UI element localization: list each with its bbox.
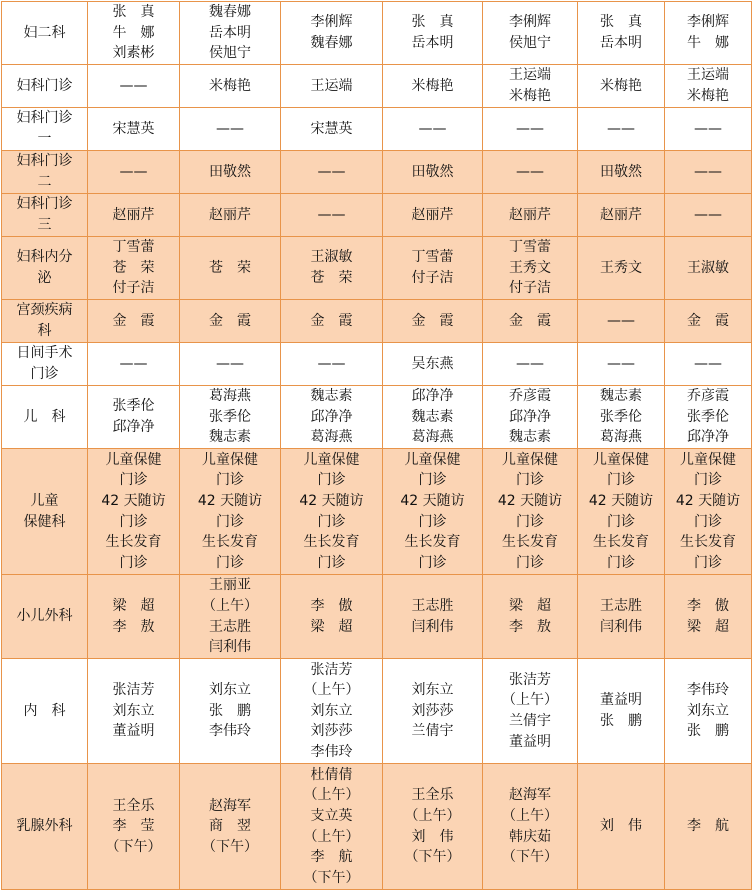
duty-cell	[665, 151, 752, 194]
duty-names: 宋慧英	[112, 120, 155, 137]
duty-cell	[281, 764, 383, 890]
duty-cell	[88, 659, 180, 764]
duty-cell	[665, 194, 752, 237]
department-cell	[2, 575, 88, 659]
department-label: 儿童 保健科	[23, 492, 66, 530]
duty-names: 刘东立 刘莎莎 兰倩宇	[411, 682, 454, 740]
duty-names: 王运端	[310, 77, 353, 94]
duty-cell	[88, 108, 180, 151]
duty-cell	[281, 300, 383, 343]
duty-cell	[665, 343, 752, 386]
duty-cell	[281, 2, 383, 65]
duty-names: 金 霞	[112, 312, 155, 329]
duty-names: 魏志素 邱净净 葛海燕	[310, 388, 353, 446]
table-row	[2, 237, 752, 300]
duty-cell	[578, 659, 665, 764]
duty-names: 金 霞	[209, 312, 251, 329]
duty-names: 丁雪蕾 苍 荣 付子洁	[112, 239, 155, 297]
duty-names: ——	[317, 163, 346, 180]
duty-names: ——	[418, 120, 447, 137]
duty-cell	[483, 65, 578, 108]
duty-cell	[281, 449, 383, 575]
duty-names: 张季伦 邱净净	[112, 398, 155, 435]
duty-cell	[578, 386, 665, 449]
duty-names: ——	[516, 355, 544, 372]
department-cell	[2, 65, 88, 108]
duty-cell	[665, 764, 752, 890]
duty-names: ——	[607, 355, 635, 372]
duty-names: 刘东立 张 鹏 李伟玲	[209, 682, 251, 740]
duty-names: 张 真 岳本明	[600, 14, 642, 51]
duty-cell	[88, 764, 180, 890]
duty-cell	[483, 237, 578, 300]
duty-cell	[383, 575, 483, 659]
duty-cell	[281, 343, 383, 386]
department-cell	[2, 151, 88, 194]
duty-names: 王运端 米梅艳	[687, 67, 729, 104]
duty-cell	[88, 65, 180, 108]
duty-names: ——	[694, 120, 722, 137]
duty-names: ——	[119, 355, 148, 372]
duty-names: 儿童保健 门诊 42 天随访 门诊 生长发育 门诊	[588, 451, 654, 571]
department-cell	[2, 659, 88, 764]
duty-names: ——	[317, 355, 346, 372]
duty-cell	[88, 300, 180, 343]
duty-names: 米梅艳	[600, 77, 642, 94]
duty-names: 米梅艳	[411, 77, 454, 94]
duty-names: 儿童保健 门诊 42 天随访 门诊 生长发育 门诊	[675, 451, 741, 571]
duty-names: 葛海燕 张季伦 魏志素	[209, 388, 251, 446]
duty-names: ——	[317, 206, 346, 223]
duty-names: 儿童保健 门诊 42 天随访 门诊 生长发育 门诊	[400, 451, 465, 571]
duty-cell	[88, 343, 180, 386]
duty-names: 杜倩倩 （上午） 支立英 （上午） 李 航 （下午）	[303, 766, 360, 886]
duty-names: 赵丽芹	[209, 206, 251, 223]
table-row	[2, 108, 752, 151]
duty-cell	[180, 65, 281, 108]
department-cell	[2, 449, 88, 575]
table-row	[2, 386, 752, 449]
duty-names: 赵海军 商 翌 （下午）	[202, 797, 258, 855]
duty-names: 张 真 牛 娜 刘素彬	[112, 4, 155, 62]
duty-cell	[483, 575, 578, 659]
duty-names: 金 霞	[509, 312, 551, 329]
duty-names: 田敬然	[600, 163, 642, 180]
duty-cell	[578, 2, 665, 65]
duty-cell	[383, 65, 483, 108]
duty-cell	[665, 237, 752, 300]
duty-cell	[483, 300, 578, 343]
duty-cell	[483, 108, 578, 151]
department-cell	[2, 386, 88, 449]
duty-names: 张洁芳 刘东立 董益明	[112, 682, 155, 740]
duty-names: 苍 荣	[209, 259, 251, 276]
duty-names: 王秀文	[600, 259, 642, 276]
duty-names: 李 傲 梁 超	[310, 597, 353, 635]
duty-cell	[665, 575, 752, 659]
duty-names: ——	[516, 163, 544, 180]
duty-cell	[383, 194, 483, 237]
duty-cell	[281, 386, 383, 449]
duty-cell	[665, 65, 752, 108]
duty-names: ——	[607, 312, 635, 329]
duty-names: 梁 超 李 敖	[112, 597, 155, 635]
duty-cell	[483, 343, 578, 386]
duty-cell	[578, 764, 665, 890]
duty-cell	[180, 194, 281, 237]
duty-cell	[383, 343, 483, 386]
duty-names: 李 傲 梁 超	[687, 597, 729, 635]
duty-names: 丁雪蕾 王秀文 付子洁	[509, 239, 551, 297]
table-row	[2, 575, 752, 659]
duty-cell	[180, 2, 281, 65]
duty-cell	[180, 151, 281, 194]
duty-cell	[180, 300, 281, 343]
duty-names: 王全乐 （上午） 刘 伟 （下午）	[404, 787, 461, 866]
duty-names: 李俐辉 牛 娜	[687, 14, 729, 51]
department-label: 宫颈疾病 科	[16, 302, 73, 339]
duty-names: 王志胜 闫利伟	[600, 597, 642, 635]
duty-cell	[578, 65, 665, 108]
duty-cell	[578, 151, 665, 194]
duty-cell	[578, 449, 665, 575]
duty-names: 儿童保健 门诊 42 天随访 门诊 生长发育 门诊	[299, 451, 364, 571]
department-label: 儿 科	[23, 408, 66, 425]
duty-cell	[383, 764, 483, 890]
duty-names: 米梅艳	[209, 77, 251, 94]
table-row	[2, 2, 752, 65]
department-cell	[2, 194, 88, 237]
duty-cell	[383, 237, 483, 300]
duty-schedule-table	[1, 1, 752, 890]
department-label: 妇科门诊 三	[16, 196, 73, 233]
duty-cell	[383, 108, 483, 151]
duty-cell	[88, 575, 180, 659]
department-cell	[2, 237, 88, 300]
department-label: 妇科门诊 二	[16, 153, 73, 190]
duty-names: ——	[119, 77, 148, 94]
table-row	[2, 449, 752, 575]
duty-cell	[180, 659, 281, 764]
table-row	[2, 659, 752, 764]
duty-cell	[180, 108, 281, 151]
duty-names: 儿童保健 门诊 42 天随访 门诊 生长发育 门诊	[101, 451, 166, 571]
duty-cell	[88, 386, 180, 449]
duty-names: 董益明 张 鹏	[600, 692, 642, 729]
duty-names: 丁雪蕾 付子洁	[411, 249, 454, 286]
table-row	[2, 194, 752, 237]
duty-names: 赵丽芹	[112, 206, 155, 223]
department-label: 乳腺外科	[16, 818, 73, 835]
duty-cell	[281, 65, 383, 108]
duty-names: ——	[607, 120, 635, 137]
department-label: 妇二科	[23, 24, 66, 41]
duty-cell	[578, 237, 665, 300]
duty-names: 梁 超 李 敖	[509, 597, 551, 635]
duty-cell	[281, 575, 383, 659]
duty-names: 赵丽芹	[411, 206, 454, 223]
duty-cell	[383, 386, 483, 449]
duty-cell	[578, 194, 665, 237]
duty-cell	[483, 151, 578, 194]
duty-cell	[665, 2, 752, 65]
duty-names: 儿童保健 门诊 42 天随访 门诊 生长发育 门诊	[197, 451, 263, 571]
department-label: 妇科门诊 一	[16, 110, 73, 147]
duty-names: 王淑敏	[687, 259, 729, 276]
duty-cell	[88, 194, 180, 237]
duty-names: 张洁芳 （上午） 兰倩宇 董益明	[502, 671, 558, 750]
department-label: 妇科门诊	[16, 77, 73, 94]
duty-names: 金 霞	[687, 312, 729, 329]
duty-names: 李俐辉 侯旭宁	[509, 14, 551, 51]
duty-cell	[88, 151, 180, 194]
duty-cell	[383, 659, 483, 764]
table-row	[2, 343, 752, 386]
duty-cell	[383, 449, 483, 575]
department-cell	[2, 764, 88, 890]
duty-names: 李伟玲 刘东立 张 鹏	[687, 682, 729, 740]
department-cell	[2, 2, 88, 65]
duty-names: 魏志素 张季伦 葛海燕	[600, 388, 642, 446]
duty-names: ——	[694, 163, 722, 180]
duty-cell	[483, 449, 578, 575]
duty-cell	[180, 343, 281, 386]
department-label: 日间手术 门诊	[16, 345, 73, 382]
duty-cell	[281, 194, 383, 237]
duty-cell	[483, 194, 578, 237]
duty-cell	[483, 659, 578, 764]
table-row	[2, 764, 752, 890]
duty-cell	[180, 575, 281, 659]
duty-names: ——	[216, 120, 244, 137]
duty-cell	[578, 575, 665, 659]
duty-names: 赵海军 （上午） 韩庆茹 （下午）	[502, 787, 558, 866]
duty-names: 赵丽芹	[509, 206, 551, 223]
duty-names: 张 真 岳本明	[411, 14, 454, 51]
duty-names: 宋慧英	[310, 120, 353, 137]
duty-cell	[665, 108, 752, 151]
table-row	[2, 65, 752, 108]
duty-names: 李俐辉 魏春娜	[310, 14, 353, 51]
duty-cell	[483, 764, 578, 890]
duty-cell	[281, 659, 383, 764]
duty-cell	[665, 659, 752, 764]
schedule-body	[2, 2, 752, 890]
duty-names: 刘 伟	[600, 818, 642, 835]
duty-names: ——	[516, 120, 544, 137]
duty-cell	[88, 449, 180, 575]
department-cell	[2, 300, 88, 343]
duty-cell	[665, 300, 752, 343]
duty-names: 田敬然	[411, 163, 454, 180]
duty-names: ——	[119, 163, 148, 180]
duty-cell	[665, 449, 752, 575]
duty-cell	[88, 2, 180, 65]
duty-names: ——	[694, 206, 722, 223]
duty-names: 金 霞	[310, 312, 353, 329]
duty-names: ——	[694, 355, 722, 372]
duty-cell	[180, 237, 281, 300]
duty-names: 乔彦霞 张季伦 邱净净	[687, 388, 729, 446]
duty-cell	[180, 386, 281, 449]
duty-names: 王全乐 李 莹 （下午）	[105, 797, 162, 855]
duty-cell	[665, 386, 752, 449]
duty-names: 金 霞	[411, 312, 454, 329]
duty-names: 邱净净 魏志素 葛海燕	[411, 388, 454, 446]
duty-names: 王运端 米梅艳	[509, 67, 551, 104]
duty-cell	[180, 764, 281, 890]
duty-cell	[383, 151, 483, 194]
duty-names: 王丽亚 （上午） 王志胜 闫利伟	[202, 577, 258, 656]
duty-cell	[578, 300, 665, 343]
duty-cell	[88, 237, 180, 300]
department-label: 内 科	[23, 702, 66, 719]
duty-names: 吴东燕	[411, 355, 454, 372]
duty-cell	[483, 386, 578, 449]
duty-names: 赵丽芹	[600, 206, 642, 223]
duty-cell	[578, 343, 665, 386]
department-cell	[2, 108, 88, 151]
duty-cell	[483, 2, 578, 65]
duty-names: 王志胜 闫利伟	[411, 597, 454, 635]
duty-names: 儿童保健 门诊 42 天随访 门诊 生长发育 门诊	[497, 451, 563, 571]
duty-cell	[281, 108, 383, 151]
table-row	[2, 151, 752, 194]
department-label: 妇科内分 泌	[16, 249, 73, 286]
duty-names: ——	[216, 355, 244, 372]
duty-cell	[578, 108, 665, 151]
duty-cell	[180, 449, 281, 575]
duty-names: 乔彦霞 邱净净 魏志素	[509, 388, 551, 446]
duty-names: 田敬然	[209, 163, 251, 180]
duty-names: 魏春娜 岳本明 侯旭宁	[209, 4, 251, 62]
duty-names: 张洁芳 （上午） 刘东立 刘莎莎 李伟玲	[303, 661, 360, 760]
duty-cell	[383, 300, 483, 343]
department-cell	[2, 343, 88, 386]
duty-names: 李 航	[687, 818, 729, 835]
department-label: 小儿外科	[16, 608, 73, 625]
duty-cell	[281, 151, 383, 194]
table-row	[2, 300, 752, 343]
duty-names: 王淑敏 苍 荣	[310, 249, 353, 286]
duty-cell	[383, 2, 483, 65]
duty-cell	[281, 237, 383, 300]
